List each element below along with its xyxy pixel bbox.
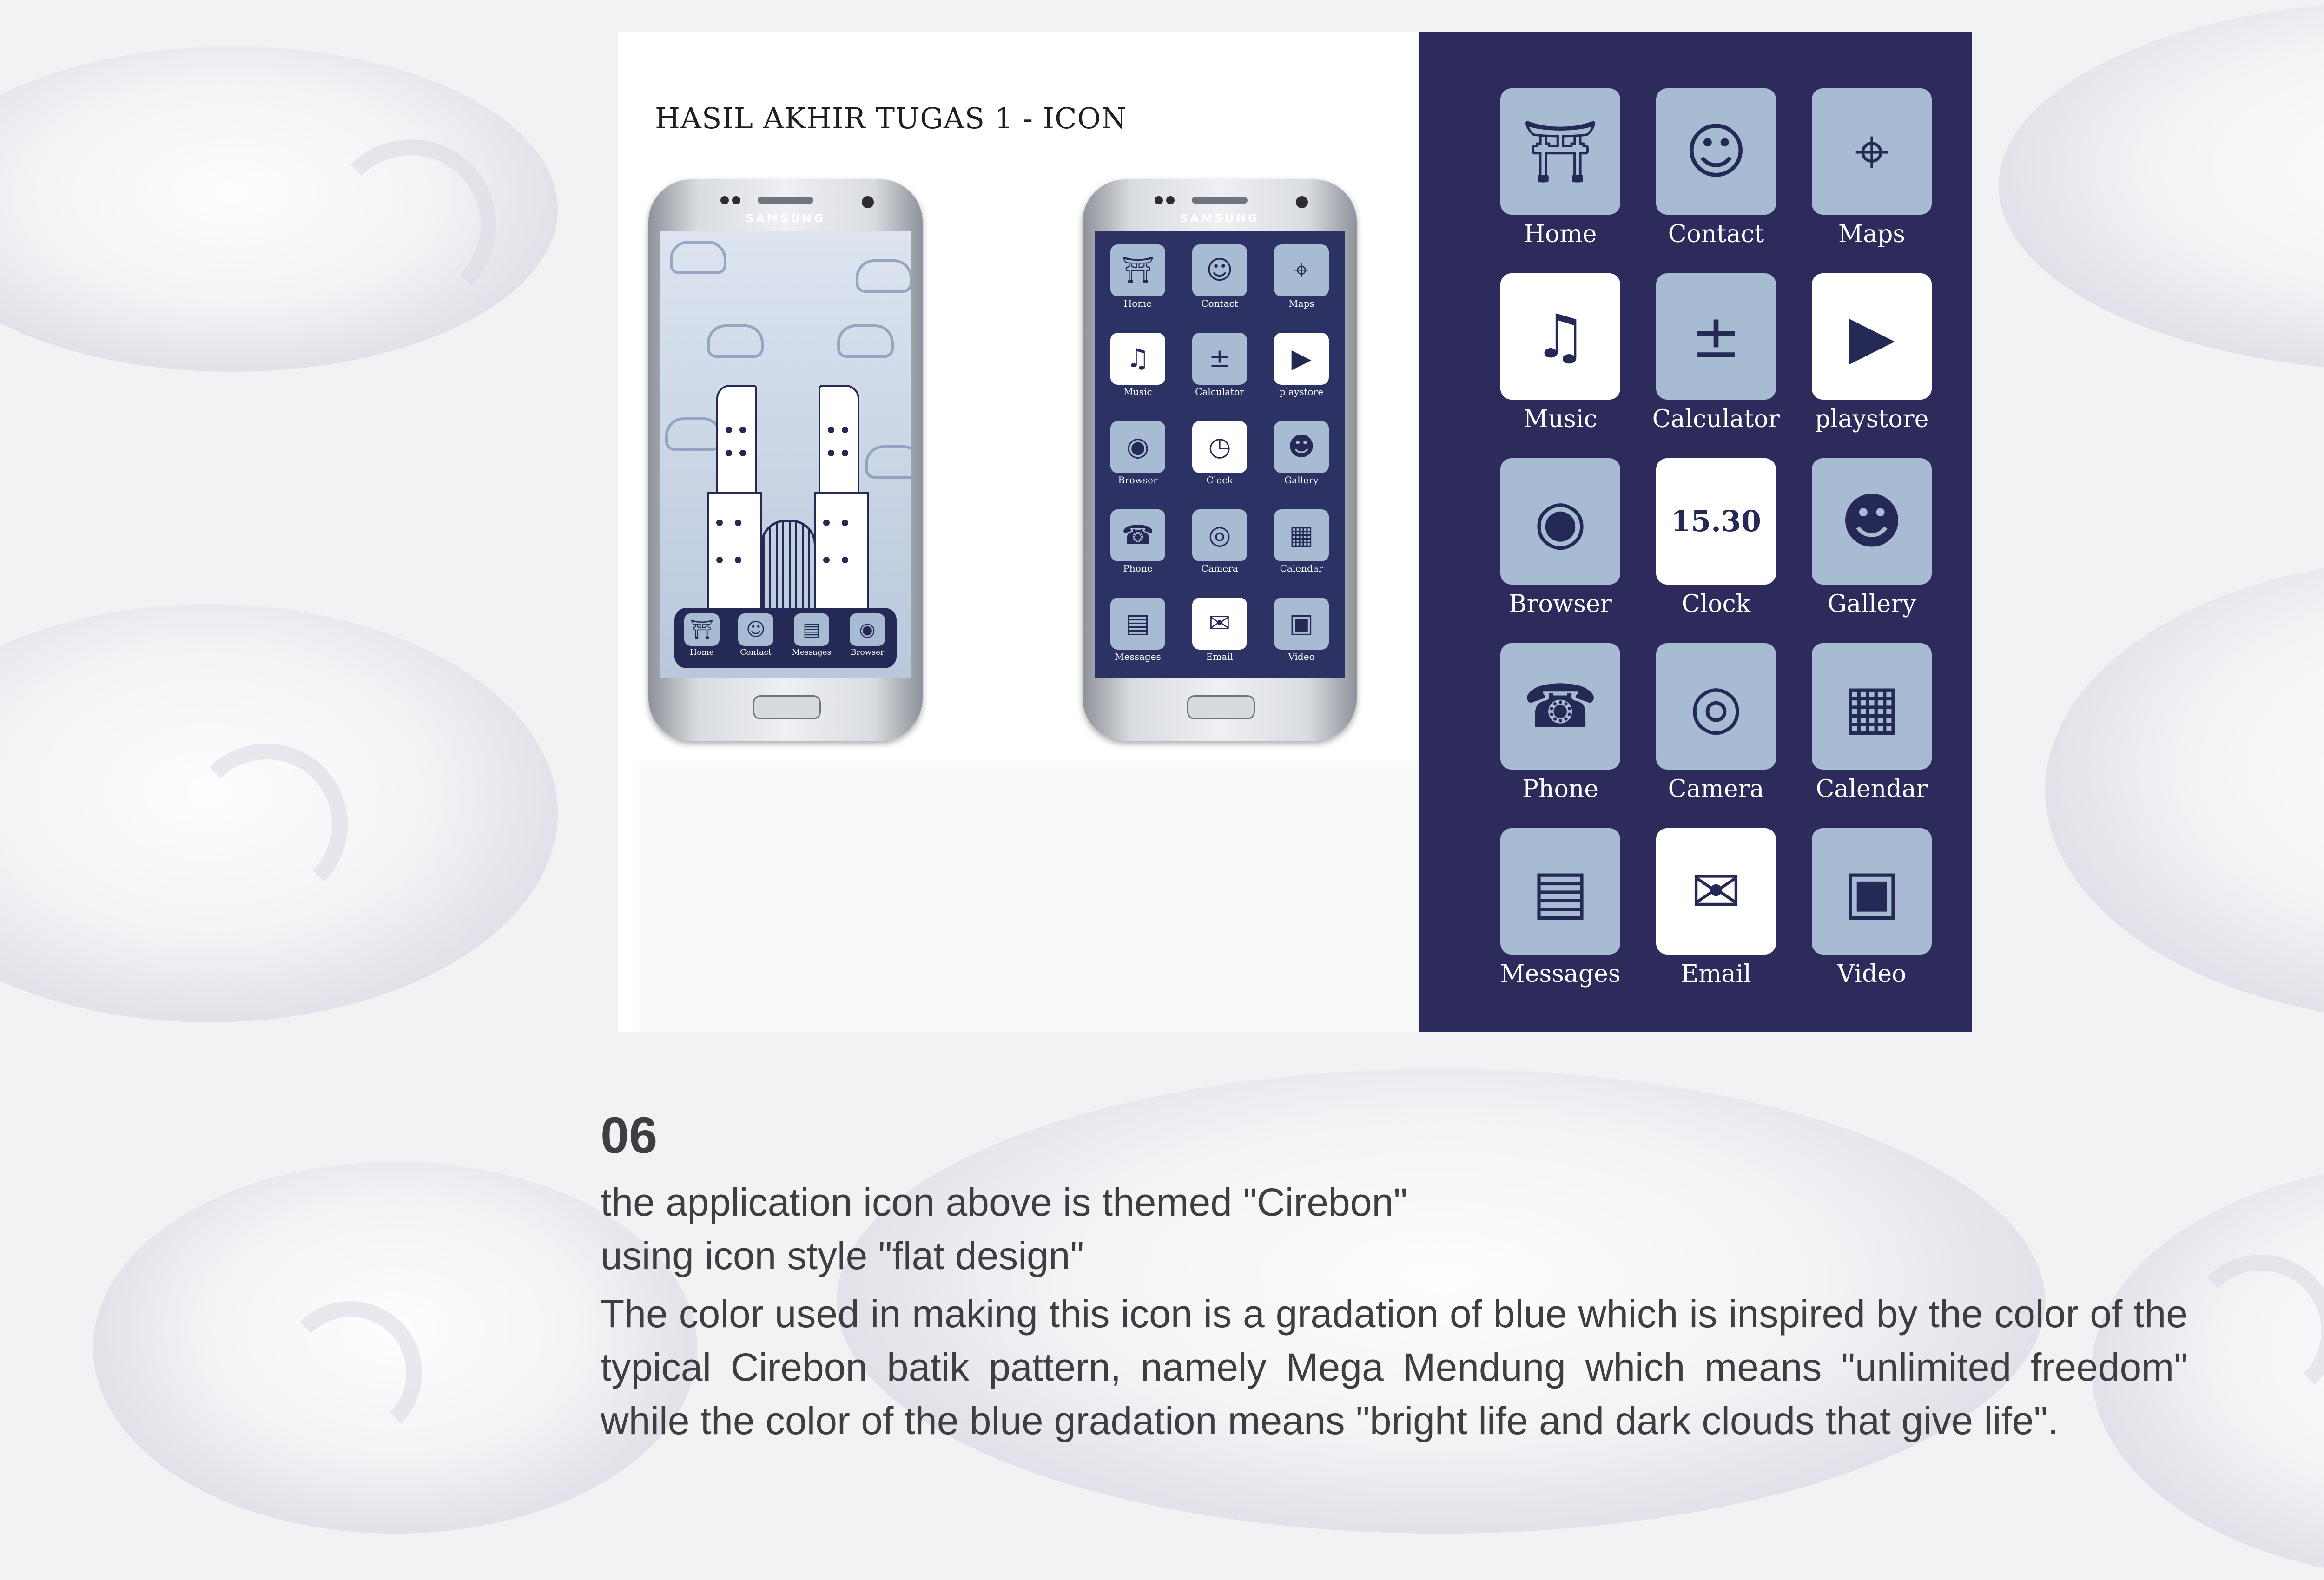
showcase-icon-playstore: ▶ playstore [1793, 273, 1951, 433]
drawer-app-camera[interactable]: ◎ Camera [1185, 509, 1254, 574]
cloud-icon [670, 241, 726, 274]
phone-icon: ☎ [1500, 643, 1620, 770]
drawer-app-gallery[interactable]: ☻ Gallery [1267, 421, 1336, 486]
home-dock [674, 608, 897, 668]
showcase-icon-gallery: ☻ Gallery [1793, 458, 1951, 618]
figure-icon: ☺ [1192, 244, 1247, 296]
email-icon: ✉ [1192, 598, 1247, 650]
drawer-app-clock[interactable]: ◷ Clock [1185, 421, 1254, 486]
drawer-app-music[interactable]: ♫ Music [1103, 333, 1173, 397]
gate-icon: ⛩ [1110, 244, 1165, 296]
dock-app-home[interactable]: ⛩ Home [681, 613, 723, 657]
showcase-icon-clock: 15.30 Clock [1637, 458, 1795, 618]
camera-icon: ◎ [1192, 509, 1247, 561]
showcase-icon-calculator: ± Calculator [1637, 273, 1795, 433]
sheet-blank-area [639, 761, 1418, 1032]
cloud-icon [837, 324, 894, 358]
home-screen [660, 231, 911, 678]
phone-home-button [753, 695, 821, 719]
showcase-icon-calendar: ▦ Calendar [1793, 643, 1951, 803]
section-number: 06 [601, 1107, 658, 1164]
dock-app-messages[interactable]: ▤ Messages [791, 613, 832, 657]
drawer-app-contact[interactable]: ☺ Contact [1185, 244, 1254, 309]
front-camera [1296, 196, 1308, 208]
sensor-dot [1155, 196, 1163, 204]
app-drawer-screen [1095, 231, 1345, 678]
sensor-dot [720, 196, 729, 204]
showcase-icon-music: ♫ Music [1481, 273, 1639, 433]
drawer-app-browser[interactable]: ◉ Browser [1103, 421, 1173, 486]
phone-home-button [1187, 695, 1255, 719]
figure-icon: ☺ [738, 613, 773, 646]
showcase-icon-home: ⛩ Home [1481, 88, 1639, 248]
globe-icon: ◉ [1500, 458, 1620, 585]
drawer-app-maps[interactable]: ⌖ Maps [1267, 244, 1336, 309]
clock-icon: ◷ [1192, 421, 1247, 473]
dock-app-browser[interactable]: ◉ Browser [846, 613, 888, 657]
cloud-icon [665, 417, 722, 451]
calendar-icon: ▦ [1274, 509, 1329, 561]
drawer-app-calculator[interactable]: ± Calculator [1185, 333, 1254, 397]
drawer-app-calendar[interactable]: ▦ Calendar [1267, 509, 1336, 574]
showcase-icon-camera: ◎ Camera [1637, 643, 1795, 803]
sensor-dot [732, 196, 740, 204]
video-icon: ▣ [1274, 598, 1329, 650]
icon-showcase-panel [1419, 32, 1972, 1032]
map-pin-icon: ⌖ [1274, 244, 1329, 296]
showcase-icon-browser: ◉ Browser [1481, 458, 1639, 618]
video-icon: ▣ [1812, 828, 1932, 955]
angklung-icon: ♫ [1500, 273, 1620, 400]
drawer-app-email[interactable]: ✉ Email [1185, 598, 1254, 662]
angklung-icon: ♫ [1110, 333, 1165, 385]
phone-speaker [1192, 197, 1248, 204]
showcase-icon-messages: ▤ Messages [1481, 828, 1639, 988]
drawer-app-video[interactable]: ▣ Video [1267, 598, 1336, 662]
description-line-1: the application icon above is themed "Cirebon" [601, 1180, 1408, 1224]
gate-icon: ⛩ [684, 613, 720, 646]
phone-brand: SAMSUNG [746, 212, 825, 225]
email-icon: ✉ [1656, 828, 1776, 955]
globe-icon: ◉ [1110, 421, 1165, 473]
phone-mockup-home [648, 179, 923, 741]
sheet-title: HASIL AKHIR TUGAS 1 - ICON [655, 101, 1127, 135]
calendar-icon: ▦ [1812, 643, 1932, 770]
cloud-icon [707, 324, 764, 358]
sensor-dot [1166, 196, 1175, 204]
phone-icon: ☎ [1110, 509, 1165, 561]
globe-icon: ◉ [850, 613, 885, 646]
showcase-icon-video: ▣ Video [1793, 828, 1951, 988]
gate-icon: ⛩ [1500, 88, 1620, 215]
description-line-2: using icon style "flat design" [601, 1234, 1084, 1277]
calculator-icon: ± [1192, 333, 1247, 385]
drawer-app-phone[interactable]: ☎ Phone [1103, 509, 1173, 574]
drawer-app-home[interactable]: ⛩ Home [1103, 244, 1173, 309]
camera-icon: ◎ [1656, 643, 1776, 770]
clock-icon: 15.30 [1656, 458, 1776, 585]
drawer-app-messages[interactable]: ▤ Messages [1103, 598, 1173, 662]
showcase-icon-maps: ⌖ Maps [1793, 88, 1951, 248]
play-icon: ▶ [1274, 333, 1329, 385]
masks-icon: ☻ [1274, 421, 1329, 473]
masks-icon: ☻ [1812, 458, 1932, 585]
phone-mockup-apps [1083, 179, 1357, 741]
play-icon: ▶ [1812, 273, 1932, 400]
drawer-app-playstore[interactable]: ▶ playstore [1267, 333, 1336, 397]
cloud-icon [865, 445, 911, 479]
map-pin-icon: ⌖ [1812, 88, 1932, 215]
showcase-icon-contact: ☺ Contact [1637, 88, 1795, 248]
scroll-icon: ▤ [1110, 598, 1165, 650]
phone-speaker [758, 197, 813, 204]
scroll-icon: ▤ [794, 613, 829, 646]
calculator-icon: ± [1656, 273, 1776, 400]
figure-icon: ☺ [1656, 88, 1776, 215]
showcase-icon-phone: ☎ Phone [1481, 643, 1639, 803]
showcase-icon-email: ✉ Email [1637, 828, 1795, 988]
dock-app-contact[interactable]: ☺ Contact [735, 613, 777, 657]
scroll-icon: ▤ [1500, 828, 1620, 955]
cloud-icon [856, 259, 911, 293]
front-camera [862, 196, 874, 208]
mockup-sheet [618, 32, 1418, 1032]
phone-brand: SAMSUNG [1180, 212, 1260, 225]
description-paragraph: The color used in making this icon is a gradation of blue which is inspired by the color of the typical Cirebon batik pattern, namely Mega Mendung which means "unlimited freedom" while the color of the blue gradation means "bright life and dark clouds that give life". [601, 1292, 2188, 1442]
